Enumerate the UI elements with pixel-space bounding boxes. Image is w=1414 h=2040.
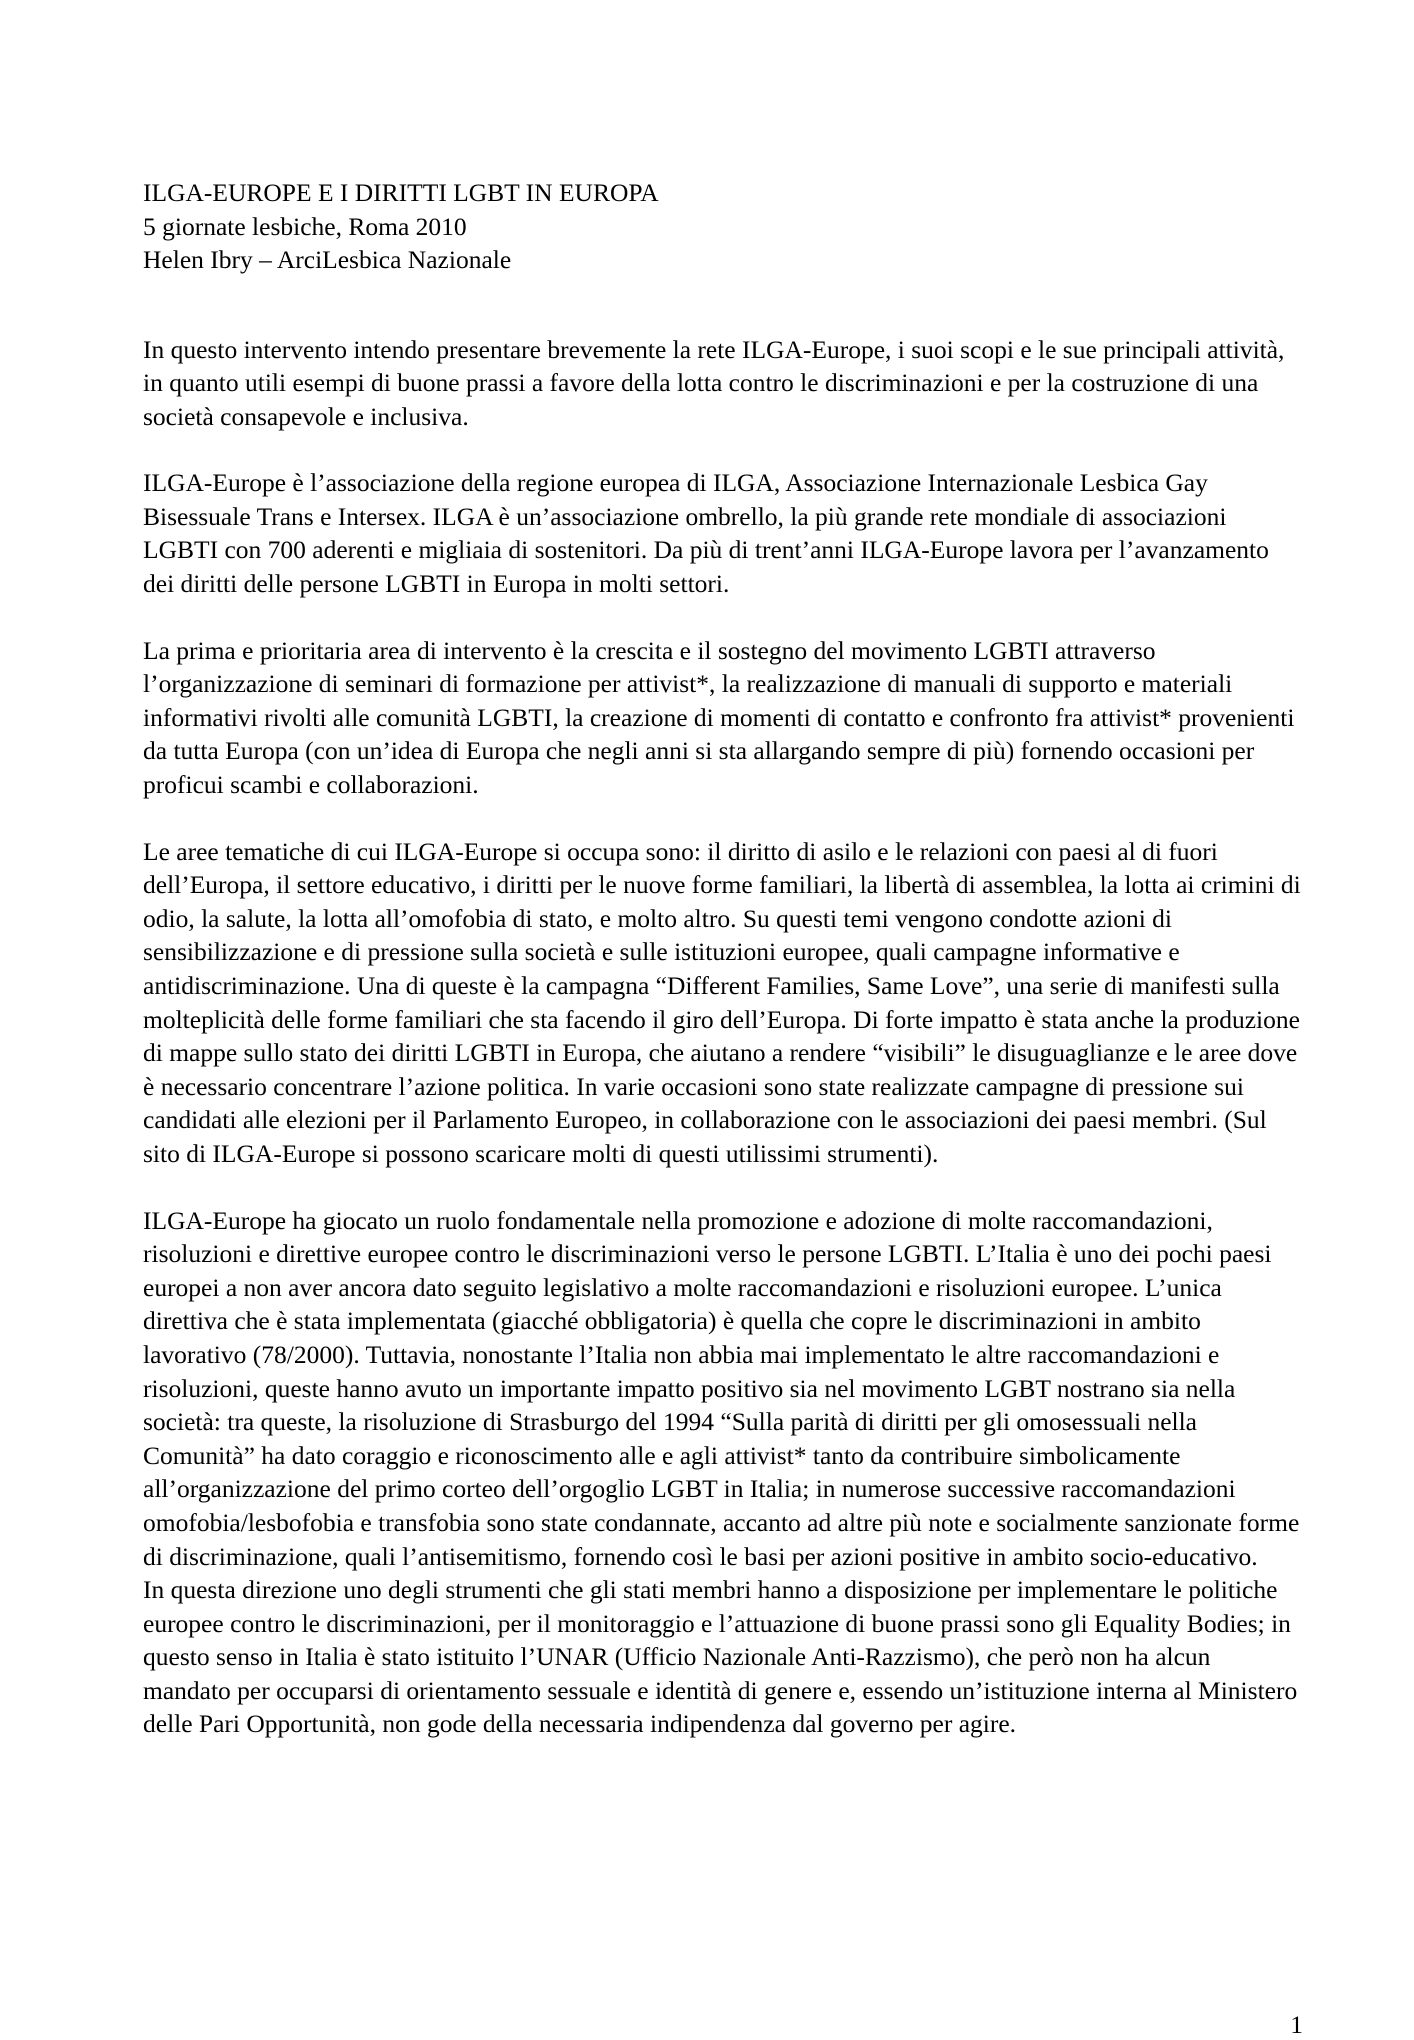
- paragraph-what-is-ilga: ILGA-Europe è l’associazione della regione europea di ILGA, Associazione Internazionale Lesbica Gay Bisessuale Trans e Intersex. ILGA è un’associazione ombrello, la più grande rete mondiale di associazioni LGBTI con 700 aderenti e migliaia di sostenitori. Da più di trent’anni ILGA-Europe lavora per l’avanzamento dei diritti delle persone LGBTI in Europa in molti settori.: [143, 468, 1269, 599]
- paragraph-aree-tematiche: Le aree tematiche di cui ILGA-Europe si occupa sono: il diritto di asilo e le relazioni con paesi al di fuori dell’Europa, il settore educativo, i diritti per le nuove forme familiari, la libertà di assemblea, la lotta ai crimini di odio, la salute, la lotta all’omofobia di stato, e molto altro. Su questi temi vengono condotte azioni di sensibilizzazione e di pressione sulla società e sulle istituzioni europee, quali campagne informative e antidiscriminazione. Una di queste è la campagna “Different Families, Same Love”, una serie di manifesti sulla molteplicità delle forme familiari che sta facendo il giro dell’Europa. Di forte impatto è stata anche la produzione di mappe sullo stato dei diritti LGBTI in Europa, che aiutano a rendere “visibili” le disuguaglianze e le aree dove è necessario concentrare l’azione politica. In varie occasioni sono state realizzate campagne di pressione sui candidati alle elezioni per il Parlamento Europeo, in collaborazione con le associazioni dei paesi membri. (Sul sito di ILGA-Europe si possono scaricare molti di questi utilissimi strumenti).: [143, 836, 1301, 1168]
- document-header: [143, 176, 1303, 277]
- document-subtitle: 5 giornate lesbiche, Roma 2010: [143, 211, 467, 241]
- paragraph-prima-area: La prima e prioritaria area di intervento è la crescita e il sostegno del movimento LGBTI attraverso l’organizzazione di seminari di formazione per attivist*, la realizzazione di manuali di supporto e materiali informativi rivolti alle comunità LGBTI, la creazione di momenti di contatto e confronto fra attivist* provenienti da tutta Europa (con un’idea di Europa che negli anni si sta allargando sempre di più) fornendo occasioni per proficui scambi e collaborazioni.: [143, 635, 1295, 800]
- paragraph-intro: In questo intervento intendo presentare brevemente la rete ILGA-Europe, i suoi scopi e le sue principali attività, in quanto utili esempi di buone prassi a favore della lotta contro le discriminazioni e per la costruzione di una società consapevole e inclusiva.: [143, 334, 1285, 431]
- document-author: Helen Ibry – ArciLesbica Nazionale: [143, 245, 512, 274]
- document-title: ILGA-EUROPE E I DIRITTI LGBT IN EUROPA: [143, 178, 659, 207]
- paragraph-ruolo-fondamentale: ILGA-Europe ha giocato un ruolo fondamentale nella promozione e adozione di molte raccomandazioni, risoluzioni e direttive europee contro le discriminazioni verso le persone LGBTI. L’Italia è uno dei pochi paesi europei a non aver ancora dato seguito legislativo a molte raccomandazioni e risoluzioni europee. L’unica direttiva che è stata implementata (giacché obbligatoria) è quella che copre le discriminazioni in ambito lavorativo (78/2000). Tuttavia, nonostante l’Italia non abbia mai implementato le altre raccomandazioni e risoluzioni, queste hanno avuto un importante impatto positivo sia nel movimento LGBT nostrano sia nella società: tra queste, la risoluzione di Strasburgo del 1994 “Sulla parità di diritti per gli omosessuali nella Comunità” ha dato coraggio e riconoscimento alle e agli attivist* tanto da contribuire simbolicamente all’organizzazione del primo corteo dell’orgoglio LGBT in Italia; in numerose successive raccomandazioni omofobia/lesbofobia e transfobia sono state condannate, accanto ad altre più note e socialmente sanzionate forme di discriminazione, quali l’antisemitismo, fornendo così le basi per azioni positive in ambito socio-educativo.: [143, 1205, 1300, 1571]
- header-body-spacer: [143, 277, 1303, 333]
- paragraph-equality-bodies: In questa direzione uno degli strumenti che gli stati membri hanno a disposizione per implementare le politiche europee contro le discriminazioni, per il monitoraggio e l’attuazione di buone prassi sono gli Equality Bodies; in questo senso in Italia è stato istituito l’UNAR (Ufficio Nazionale Anti-Razzismo), che però non ha alcun mandato per occuparsi di orientamento sessuale e identità di genere e, essendo un’istituzione interna al Ministero delle Pari Opportunità, non gode della necessaria indipendenza dal governo per agire.: [143, 1575, 1298, 1739]
- page-content: [143, 176, 1303, 2039]
- page-number: 1: [1290, 2010, 1303, 2039]
